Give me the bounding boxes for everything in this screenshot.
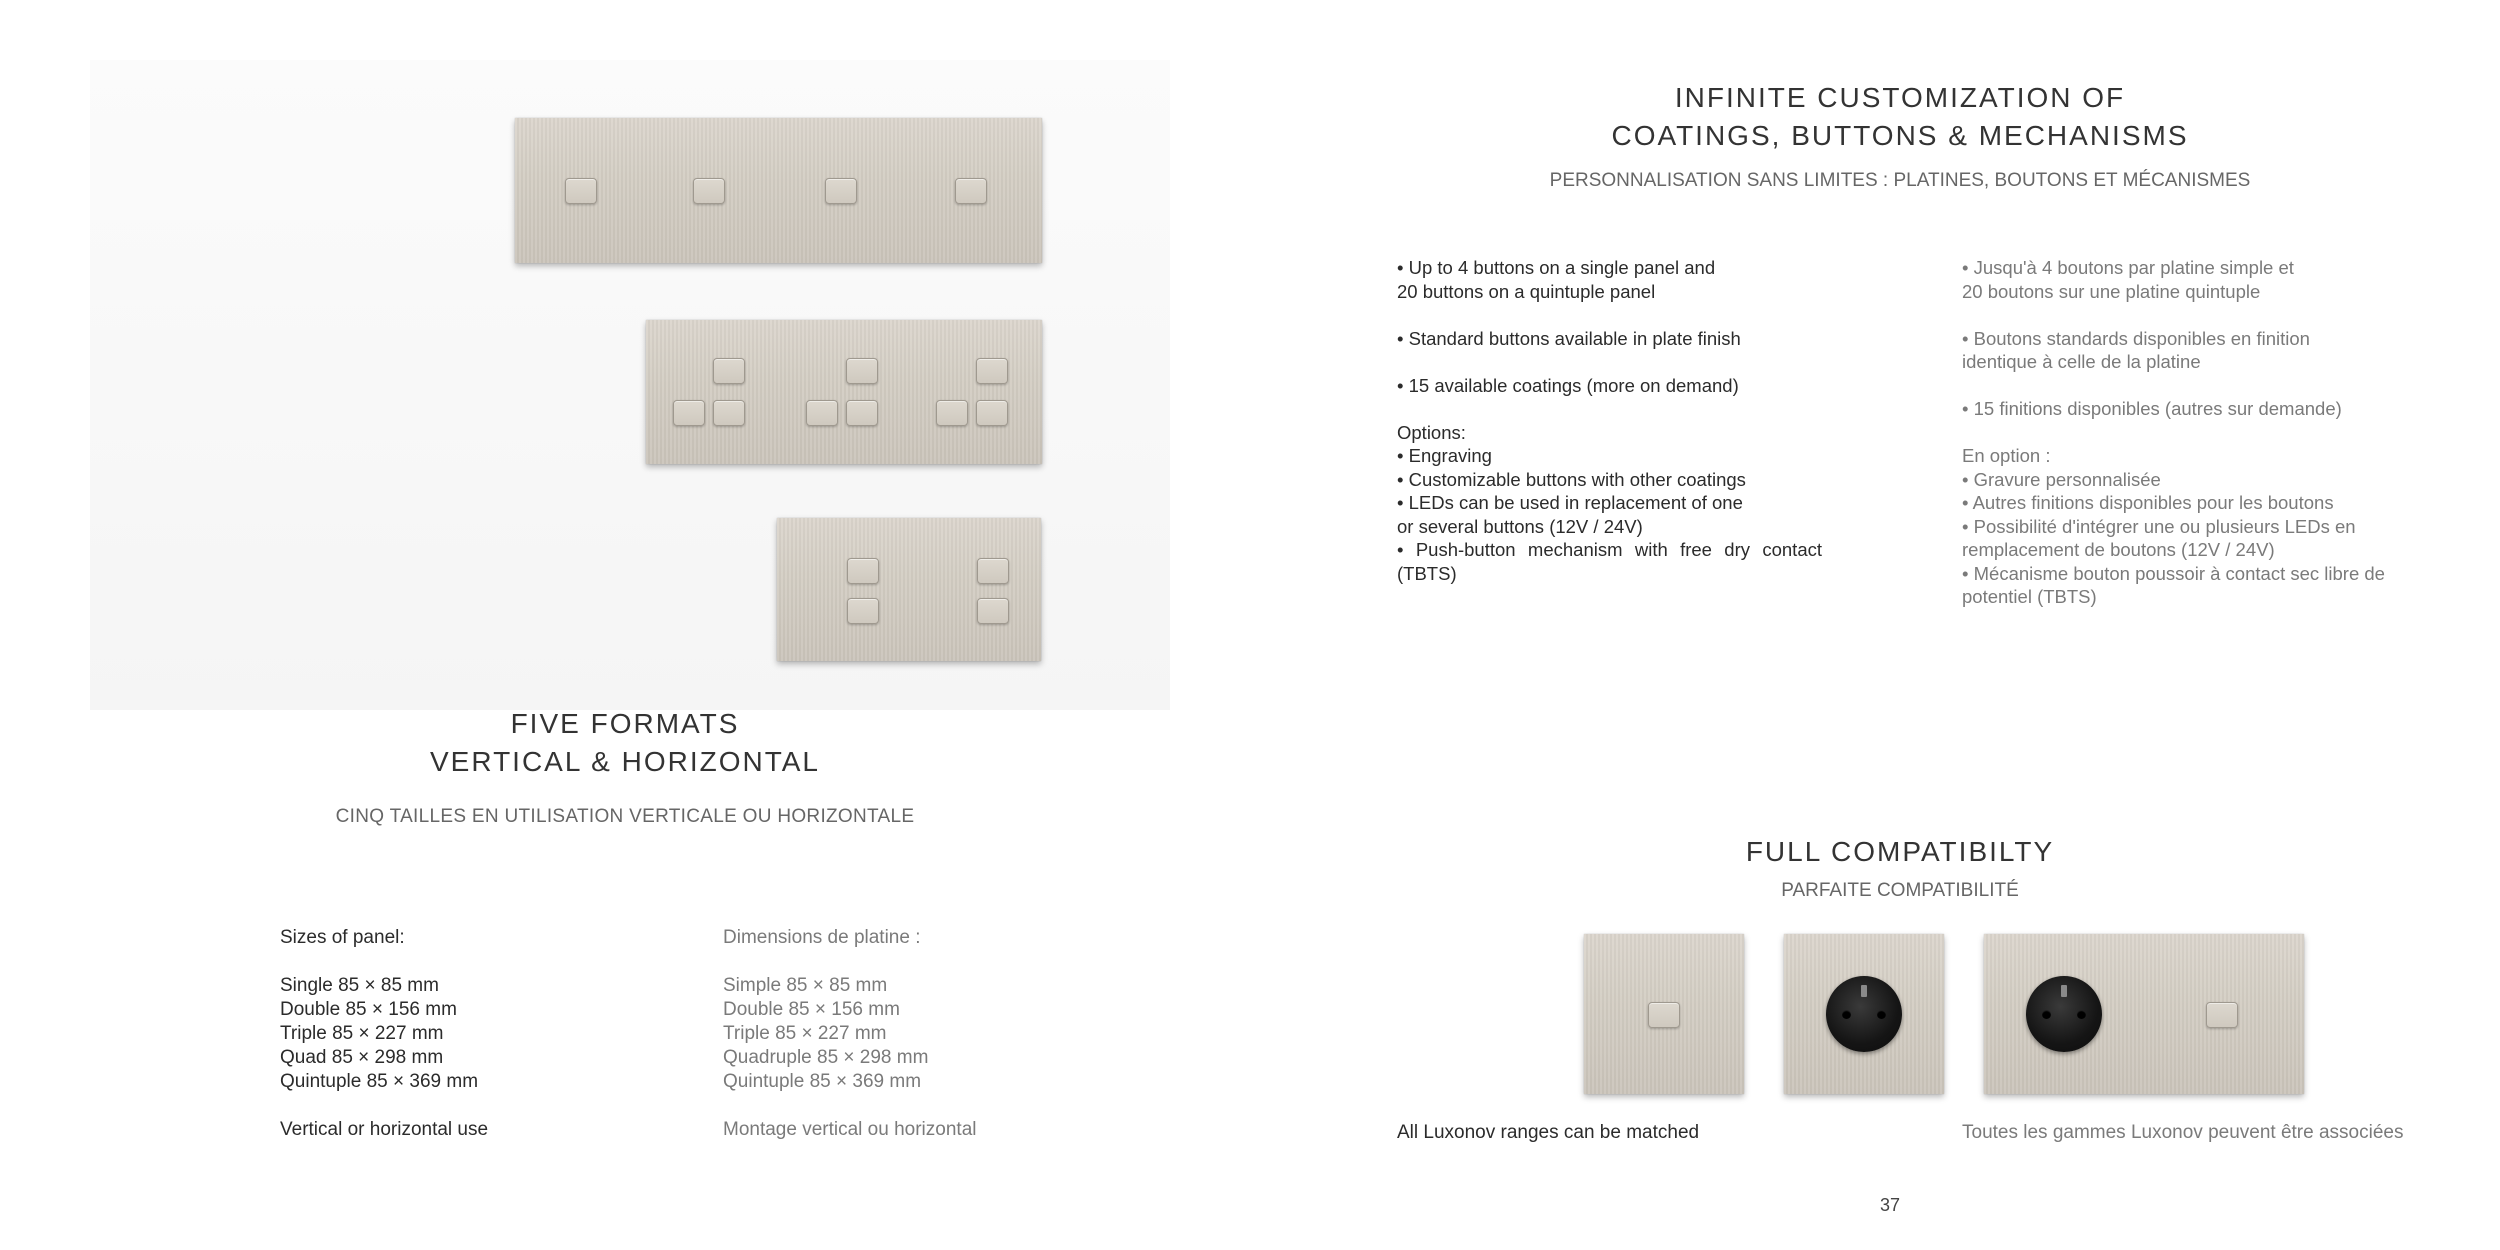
option-fr-leds-l2: remplacement de boutons (12V / 24V) xyxy=(1962,539,2275,560)
panel-button xyxy=(847,558,879,584)
panel-button xyxy=(673,400,705,426)
option-fr-mechanism-l2: potentiel (TBTS) xyxy=(1962,586,2097,607)
panel-button xyxy=(976,358,1008,384)
panel-button xyxy=(2206,1002,2238,1028)
size-fr-quad: Quadruple 85 × 298 mm xyxy=(723,1047,929,1068)
power-socket-icon xyxy=(2026,976,2102,1052)
option-fr-mechanism-l1: • Mécanisme bouton poussoir à contact sec libre de xyxy=(1962,562,2385,584)
size-fr-single: Simple 85 × 85 mm xyxy=(723,975,888,996)
size-en-triple: Triple 85 × 227 mm xyxy=(280,1023,444,1044)
panel-button xyxy=(955,178,987,204)
size-fr-triple: Triple 85 × 227 mm xyxy=(723,1023,887,1044)
feature-fr-buttons-l1: • Jusqu'à 4 boutons par platine simple et xyxy=(1962,257,2294,278)
left-subtitle-fr: CINQ TAILLES EN UTILISATION VERTICALE OU HORIZONTALE xyxy=(335,806,915,827)
size-en-quintuple: Quintuple 85 × 369 mm xyxy=(280,1071,479,1092)
left-title-line1: FIVE FORMATS xyxy=(510,708,740,739)
panel-button xyxy=(976,400,1008,426)
option-fr-engraving: • Gravure personnalisée xyxy=(1962,468,2161,490)
size-en-quad: Quad 85 × 298 mm xyxy=(280,1047,444,1068)
quad-panel-image xyxy=(515,118,1042,263)
right-title-line2: COATINGS, BUTTONS & MECHANISMS xyxy=(1611,120,2189,151)
feature-en-coatings: • 15 available coatings (more on demand) xyxy=(1397,374,1739,396)
features-en-column xyxy=(1397,256,1822,585)
compat-single-switch-panel xyxy=(1584,934,1744,1094)
options-en-heading: Options: xyxy=(1397,421,1466,443)
feature-fr-coatings: • 15 finitions disponibles (autres sur demande) xyxy=(1962,398,2342,419)
sizes-en-heading: Sizes of panel: xyxy=(280,927,405,948)
panel-button xyxy=(846,358,878,384)
option-en-leds-l2: or several buttons (12V / 24V) xyxy=(1397,515,1643,537)
option-en-mechanism-l1: • Push-button mechanism with free dry contact xyxy=(1397,539,1822,560)
size-en-single: Single 85 × 85 mm xyxy=(280,975,439,996)
feature-fr-standard-buttons-l1: • Boutons standards disponibles en finition xyxy=(1962,327,2310,349)
panel-button xyxy=(565,178,597,204)
right-title-line1: INFINITE CUSTOMIZATION OF xyxy=(1674,82,2126,113)
panel-button xyxy=(693,178,725,204)
size-fr-double: Double 85 × 156 mm xyxy=(723,999,900,1020)
feature-en-buttons-l1: • Up to 4 buttons on a single panel and xyxy=(1397,257,1716,278)
compat-subtitle-fr: PARFAITE COMPATIBILITÉ xyxy=(1781,880,2019,901)
feature-en-buttons-l2: 20 buttons on a quintuple panel xyxy=(1397,280,1656,302)
feature-fr-buttons-l2: 20 boutons sur une platine quintuple xyxy=(1962,280,2261,302)
panel-button xyxy=(936,400,968,426)
size-fr-quintuple: Quintuple 85 × 369 mm xyxy=(723,1071,922,1092)
right-subtitle-fr: PERSONNALISATION SANS LIMITES : PLATINES, BOUTONS ET MÉCANISMES xyxy=(1549,170,2251,191)
options-fr-heading: En option : xyxy=(1962,445,2051,466)
panel-button xyxy=(713,400,745,426)
compat-text-fr: Toutes les gammes Luxonov peuvent être associées xyxy=(1962,1122,2404,1143)
features-fr-column xyxy=(1962,256,2412,609)
option-fr-leds-l1: • Possibilité d'intégrer une ou plusieurs LEDs en xyxy=(1962,515,2356,537)
panel-button xyxy=(1648,1002,1680,1028)
panel-button xyxy=(846,400,878,426)
panel-button xyxy=(847,598,879,624)
double-panel-image xyxy=(777,518,1041,661)
panel-button xyxy=(977,558,1009,584)
option-en-mechanism-l2: (TBTS) xyxy=(1397,562,1457,584)
size-en-double: Double 85 × 156 mm xyxy=(280,999,457,1020)
sizes-fr-heading: Dimensions de platine : xyxy=(723,927,921,948)
feature-en-standard-buttons: • Standard buttons available in plate finish xyxy=(1397,327,1741,349)
feature-fr-standard-buttons-l2: identique à celle de la platine xyxy=(1962,351,2201,372)
option-en-custom-buttons: • Customizable buttons with other coatings xyxy=(1397,468,1746,490)
sizes-en-footer: Vertical or horizontal use xyxy=(280,1119,489,1140)
page-number: 37 xyxy=(1880,1195,1901,1215)
option-en-leds-l1: • LEDs can be used in replacement of one xyxy=(1397,492,1743,513)
sizes-en-column xyxy=(280,926,488,1142)
option-fr-custom-buttons: • Autres finitions disponibles pour les boutons xyxy=(1962,492,2334,513)
panel-button xyxy=(806,400,838,426)
left-title-line2: VERTICAL & HORIZONTAL xyxy=(430,746,820,777)
panel-button xyxy=(713,358,745,384)
compat-socket-panel xyxy=(1784,934,1944,1094)
sizes-fr-column xyxy=(723,926,976,1142)
compat-double-panel xyxy=(1984,934,2304,1094)
power-socket-icon xyxy=(1826,976,1902,1052)
triple-panel-image xyxy=(646,320,1042,464)
sizes-fr-footer: Montage vertical ou horizontal xyxy=(723,1119,977,1140)
compat-title: FULL COMPATIBILTY xyxy=(1745,836,2055,867)
option-en-engraving: • Engraving xyxy=(1397,445,1492,466)
panel-button xyxy=(977,598,1009,624)
compat-text-en: All Luxonov ranges can be matched xyxy=(1397,1122,1700,1143)
panel-button xyxy=(825,178,857,204)
